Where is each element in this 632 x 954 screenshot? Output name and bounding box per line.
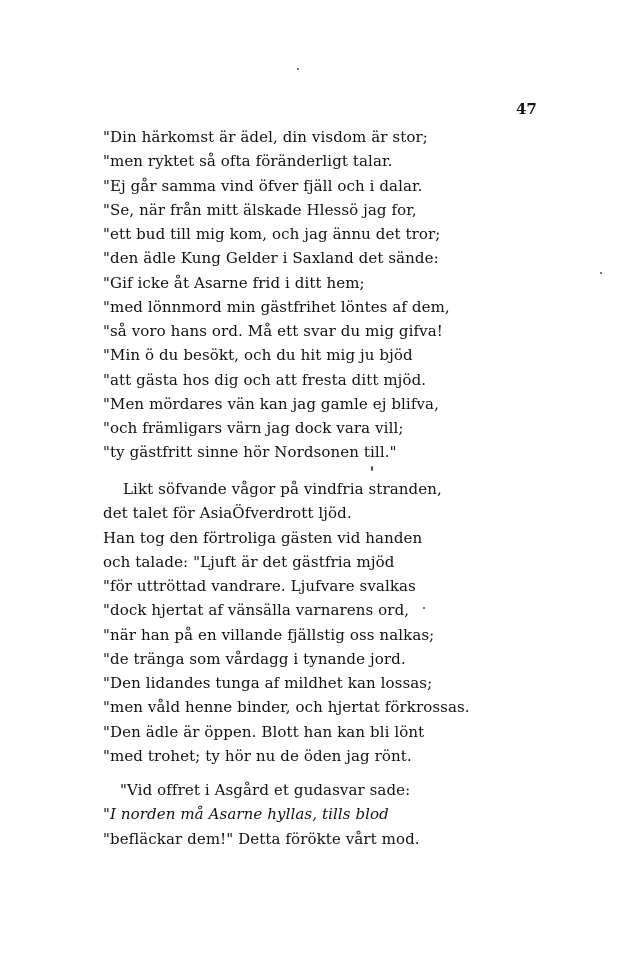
verse-line-oracle: "I norden må Asarne hyllas, tills blod [103,805,389,824]
verse-line: "ett bud till mig kom, och jag ännu det tror; [103,225,441,243]
verse-line: "Den ädle är öppen. Blott han kan bli lönt [103,722,425,741]
verse-line: "Ej går samma vind öfver fjäll och i dalar. [103,176,423,195]
verse-line: Han tog den förtroliga gästen vid handen [103,528,423,547]
verse-line: "ty gästfritt sinne hör Nordsonen till." [103,443,397,462]
verse-line: "Den lidandes tunga af mildhet kan lossas; [103,674,433,692]
verse-line: "men ryktet så ofta föränderligt talar. [103,152,393,171]
print-speck [371,466,373,471]
stanza-3 [103,778,420,851]
verse-line: "men våld henne binder, och hjertat förkrossas. [103,698,470,717]
verse-line: det talet för AsiaÖfverdrott ljöd. [103,504,352,523]
verse-line: "Vid offret i Asgård et gudasvar sade: [120,781,411,799]
stanza-1 [103,125,450,465]
verse-line: "Din härkomst är ädel, din visdom är stor; [103,128,428,146]
print-speck [600,272,602,274]
verse-line: "att gästa hos dig och att fresta ditt mjöd. [103,370,427,389]
page-number: 47 [516,100,537,118]
verse-line: "Min ö du besökt, och du hit mig ju bjöd [103,346,413,365]
verse-line: "Men mördares vän kan jag gamle ej blifva, [103,394,439,413]
verse-line: "med lönnmord min gästfrihet löntes af dem, [103,297,450,316]
verse-line: "Se, när från mitt älskade Hlessö jag for, [103,200,417,219]
verse-line: "och främligars värn jag dock vara vill; [103,419,404,437]
stanza-2 [103,477,470,768]
verse-line: "dock hjertat af vänsälla varnarens ord, [103,601,410,620]
verse-line: Likt söfvande vågor på vindfria stranden, [123,480,442,498]
verse-line: och talade: "Ljuft är det gästfria mjöd [103,552,395,571]
verse-line: "befläckar dem!" Detta förökte vårt mod. [103,829,420,848]
verse-line: "Gif icke åt Asarne frid i ditt hem; [103,273,365,292]
verse-line: "för uttröttad vandrare. Ljufvare svalkas [103,577,416,595]
verse-line: "den ädle Kung Gelder i Saxland det sände: [103,249,439,268]
verse-line: "de tränga som vårdagg i tynande jord. [103,649,406,668]
verse-line: "så voro hans ord. Må ett svar du mig gifva! [103,322,443,340]
verse-line: "när han på en villande fjällstig oss nalkas; [103,625,435,644]
verse-line: "med trohet; ty hör nu de öden jag rönt. [103,746,412,765]
print-speck [297,68,299,70]
